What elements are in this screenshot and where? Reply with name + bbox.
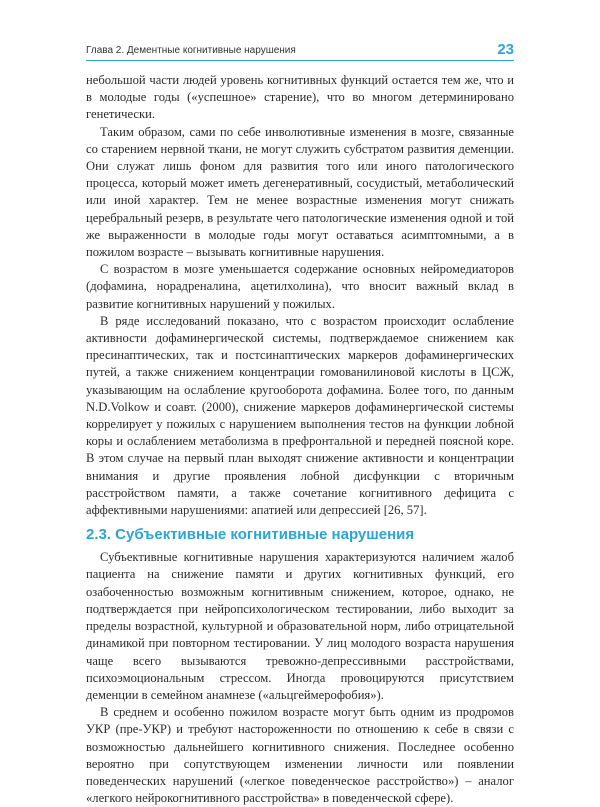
paragraph: Таким образом, сами по себе инволютивные изменения в мозге, связанные со старением нервной ткани, не могут служить субстратом развития деменции. Они служат лишь фоном для развития того или иного патологического процесса, который может иметь дегенеративный, сосудистый, метаболический или иной характер. Тем не менее возрастные изменения могут снижать церебральный резерв, в результате чего патологические изменения одной и той же выраженности в молодые годы могут оставаться асимптомными, а в пожилом возрасте – вызывать когнитивные нарушения. xyxy=(86,124,514,260)
paragraph: С возрастом в мозге уменьшается содержание основных нейромедиаторов (дофамина, норадреналина, ацетилхолина), что вносит важный вклад в развитие когнитивных нарушений у пожилых. xyxy=(86,262,514,311)
paragraph: небольшой части людей уровень когнитивных функций остается тем же, что и в молодые годы («успешное» старение), что во многом детерминировано генетически. xyxy=(86,73,514,122)
section-heading: 2.3. Субъективные когнитивные нарушения xyxy=(86,526,415,544)
paragraph: Субъективные когнитивные нарушения характеризуются наличием жалоб пациента на снижение памяти и других когнитивных функций, его озабоченностью возможным когнитивным снижением, которое, однако, не подтверждается при нейропсихологическом тестировании, либо выходит за пределы возрастной, культурной и образовательной норм, либо отрицательной динамикой при повторном тестировании. У лиц молодого возраста нарушения чаще всего вызываются тревожно-депрессивными расстройствами, психоэмоциональным стрессом. Иногда провоцируются присутствием деменции в семейном анамнезе («альцгеймерофобия»). xyxy=(86,550,514,702)
paragraph: В ряде исследований показано, что с возрастом происходит ослабление активности дофаминергической системы, подтверждаемое снижением как пресинаптических, так и постсинаптических маркеров дофаминергических путей, а также снижением концентрации гомованилиновой кислоты в ЦСЖ, указывающим на ослабление кругооборота дофамина. Более того, по данным N.D.Volkow и соавт. (2000), снижение маркеров дофаминергической системы коррелирует у пожилых с нарушением выполнения тестов на функции лобной коры и ослаблением метаболизма в префронтальной и передней поясной коре. В этом случае на первый план выходят снижение активности и концентрации внимания и другие проявления лобной дисфункции с вторичным расстройством памяти, а также сочетание когнитивного дефицита с аффективными нарушениями: апатией или депрессией [26, 57]. xyxy=(86,313,514,518)
running-header xyxy=(86,38,514,61)
page-number: 23 xyxy=(497,41,514,58)
chapter-title: Глава 2. Дементные когнитивные нарушения xyxy=(86,45,296,56)
body-text xyxy=(86,72,514,807)
paragraph: В среднем и особенно пожилом возрасте могут быть одним из продромов УКР (пре-УКР) и требуют настороженности по отношению к себе в связи с возможностью дальнейшего когнитивного снижения. Последнее особенно вероятно при сопутствующем изменении личности или появлении поведенческих нарушений («легкое поведенческое расстройство») – аналог «легкого нейрокогнитивного расстройства» в поведенческой сфере). xyxy=(86,705,514,806)
